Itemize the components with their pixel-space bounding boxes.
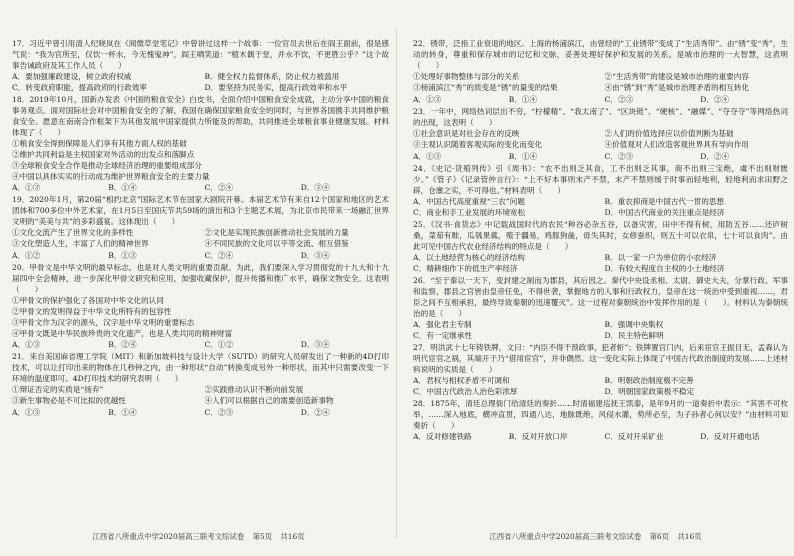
question-stem: 24．《史记·货殖列传》引《周书》：“农不出则乏其食，工不出则乏其事，商不出则三宝绝，虞不出则财匮少。”《管子》《记录管仲言行》：“上不好本事则末产不禁，末产不禁则缓于时事而轻地利，轻地利而求田野之辟，仓廪之实，不可得也。”材料表明（ ） [413, 164, 788, 195]
statement-4: ④由“锈”到“秀”是城市治理矛盾的相互转化 [604, 83, 750, 92]
option-d[interactable]: D．反对开通电话 [700, 432, 760, 441]
question-stem: 17．习近平曾引用清人纪晓岚在《阅微草堂笔记》中曾讲过这样一个故事：一位官员去世后在阎王面前，很是感气说：“我为官所至，仅饮一杯水，今无愧鬼神”，阎王哂笑道：“植木偶于堂，并水不饮，不更胜公乎？”这个故事告诫政府及其工作人员（ ） [12, 39, 389, 70]
option-a[interactable]: A．强化君主专制 [413, 320, 472, 329]
statement-3: ③主观认识随着客观实际的变化而变化 [413, 140, 543, 149]
option-c[interactable]: C．商业和手工业发展的环境宽松 [413, 208, 526, 217]
statement-3: ③全球粮食安全合作是推动全球经济治理的重要组成部分 [12, 161, 202, 170]
statements [12, 384, 389, 406]
statement-3: ③杨浦滨江“秀”的质变是“锈”的量变的结果 [413, 83, 558, 92]
option-b[interactable]: B．①④ [508, 95, 538, 104]
statement-4: ④中国以具体实实的行动成为维护世界粮食安全的主要力量 [12, 172, 210, 181]
option-c[interactable]: C．中国古代政治人治色彩浓厚 [413, 387, 518, 396]
statement-2: ②实践推动认识不断向前发展 [204, 385, 304, 394]
option-a[interactable]: A．反对修建铁路 [413, 432, 472, 441]
option-c[interactable]: C．转变政府职能，提高政府的行政效率 [12, 83, 147, 92]
option-a[interactable]: A．①② [12, 251, 41, 260]
option-d[interactable]: D．②④ [700, 152, 730, 161]
question-18 [12, 94, 389, 193]
option-b[interactable]: B．①④ [508, 152, 538, 161]
option-a[interactable]: A．①③ [413, 152, 442, 161]
statement-4: ④甲骨文既是中华民族珍贵的文化遗产，也是人类共同的精神财富 [12, 329, 233, 338]
question-stem: 21．来自美国麻省理工学院（MIT）和新加坡科技与设计大学（SUTD）的研究人员研发出了一种新的4D打印技术，可以让打印出来的物体在几秒钟之内，由一种形状“自动”转换变成另外一种形状，而其中只需要改变一下环境的温度即可。4D打印技术的研究表明（ ） [12, 352, 389, 383]
option-a[interactable]: A．中国古代高度重视“三农”问题 [413, 197, 525, 206]
option-c[interactable]: C．有一定继承性 [413, 331, 472, 340]
option-a[interactable]: A．君权与相权矛盾不可调和 [413, 376, 510, 385]
question-28 [413, 398, 788, 442]
answer-options [413, 151, 788, 162]
statements [413, 71, 788, 93]
option-d[interactable]: D．中国古代商业的关注重点是经济 [604, 208, 725, 217]
option-c[interactable]: C．②④ [204, 183, 234, 192]
question-stem: 18．2019年10月，国新办发表《中国的粮食安全》白皮书，全面介绍中国粮食安全成就，主动分享中国的粮食事务观点。面对国际社会对中国粮食安全的了解，我国在确保国家粮食安全的同时，与世界各国携手共同维护粮食安全。愿意在南南合作框架下为其他发展中国家提供力所能及的帮助，共同推进全球粮食事业健康发展。材料体现了（ ） [12, 95, 389, 137]
question-stem: 25．《汉书·食货志》中记载战国时代的农民“种谷必杂五谷，以备灾害，田中不得有树，用防五谷……还庐树桑，菜茹有畦，瓜瓠果蓏，殖于疆易，鸡豚狗彘，毋失其时，女修蚕织，则五十可以衣帛，七十可以食肉”。由此可见中国古代农业经济结构的特点是（ ） [413, 220, 788, 251]
option-c[interactable]: C．②③ [604, 152, 634, 161]
question-stem: 23．一年中，网络热词层出不穷，“柠檬精”、“我太南了”、“区块链”、“硬核”、“融媒”、“夺夺夺”等网络热词的出现，这表明（ ） [413, 107, 788, 127]
question-24 [413, 163, 788, 218]
option-b[interactable]: B．强调中央集权 [604, 320, 664, 329]
option-a[interactable]: A．①③ [413, 95, 442, 104]
statement-1: ①社会意识是对社会存在的反映 [413, 129, 520, 138]
question-stem: 27．明洪武十七年铸铁牌，文曰：“内臣不得干预政事，犯者斩”；铁牌置宫门内，后来宦官王振目无，孟森认为明代宦官之祸，其端开于乃“借用宦官”，并非偶然。这一变化实际上体现了中国古代政治制度的发展……上述材料说明的实质是（ ） [413, 343, 788, 374]
option-b[interactable]: B．重农抑商是中国古代一贯的思想 [604, 197, 724, 206]
statement-1: ①处理好事物整体与部分的关系 [413, 72, 520, 81]
statement-1: ①文化交流产生了世界文化的多样性 [12, 228, 134, 237]
option-b[interactable]: B．健全权力监督体系，防止权力被滥用 [204, 72, 340, 81]
statement-1: ①粮食安全得到保障是人们享有其他方面人权的基础 [12, 139, 187, 148]
answer-options [12, 339, 389, 350]
statement-4: ④价值观对人们改造客观世界具有导向作用 [604, 140, 749, 149]
answer-options [12, 182, 389, 193]
option-b[interactable]: B．①③ [108, 251, 137, 260]
option-d[interactable]: D．②④ [700, 95, 730, 104]
option-d[interactable]: D．③④ [300, 340, 330, 349]
statement-2: ②“生活秀带”的建设是城市治理的重要内容 [604, 72, 749, 81]
answer-options [413, 375, 788, 397]
statement-4: ④不同民族的文化可以平等交流、相互借鉴 [204, 239, 349, 248]
answer-options [413, 94, 788, 105]
question-27 [413, 342, 788, 397]
statement-2: ②人们的价值选择应以价值判断为基础 [604, 129, 734, 138]
option-a[interactable]: A．要加强廉政建设，树立政府权威 [12, 72, 132, 81]
option-d[interactable]: D．明朝国家政策极不稳定 [604, 387, 695, 396]
statements [12, 227, 389, 249]
statement-1: ①辩证否定的实质是“扬弃” [12, 385, 104, 394]
option-d[interactable]: D．③④ [300, 251, 330, 260]
option-d[interactable]: D．要坚持为民务实，提高行政效率和水平 [204, 83, 348, 92]
option-d[interactable]: D．③④ [300, 183, 330, 192]
option-b[interactable]: B．①④ [108, 183, 137, 192]
answer-options [12, 250, 389, 261]
option-c[interactable]: C．①② [204, 340, 234, 349]
answer-options [413, 319, 788, 341]
option-b[interactable]: B．明朝政治制度极不完善 [604, 376, 694, 385]
question-23 [413, 106, 788, 162]
answer-options [12, 407, 389, 418]
statement-4: ④人们可以根据自己的需要创造新事物 [204, 396, 334, 405]
question-22 [413, 38, 788, 105]
option-b[interactable]: B．②④ [108, 340, 137, 349]
answer-options [413, 431, 788, 442]
question-stem: 20．甲骨文是中华文明的最早标志，也是对人类文明的重要贡献。为此，我们要深入学习贯彻党的十九大和十九届四中全会精神，进一步深化甲骨文研究和应用，加强收藏保护，提升传播和推广水平，确保文物安全。这表明（ ） [12, 263, 389, 294]
statement-3: ③文化塑造人生，丰富了人们的精神世界 [12, 239, 149, 248]
statement-3: ③甲骨文作为汉字的源头，汉字是中华文明的重要标志 [12, 318, 195, 327]
option-a[interactable]: A．①③ [12, 408, 41, 417]
answer-options [413, 196, 788, 218]
option-c[interactable]: C．②③ [204, 408, 234, 417]
option-c[interactable]: C．②④ [204, 251, 234, 260]
question-17 [12, 38, 389, 93]
option-b[interactable]: B．以一家一户为单位的小农经济 [604, 253, 717, 262]
statements [413, 128, 788, 150]
exam-page-right [397, 0, 794, 556]
question-stem: 19．2020年1月，第20届“相约北京”国际艺术节在国家大剧院开幕。本届艺术节有来自12个国家和地区的艺术团体和700多位中外艺术家，在1月5日至国庆节共59场的演出和3个主题艺术展，为北京市民带来一场融汇世界文明的“美美与共”的多彩盛宴。这体现出（ ） [12, 195, 389, 226]
option-d[interactable]: D．②④ [300, 408, 330, 417]
option-a[interactable]: A．①③ [12, 340, 41, 349]
question-25 [413, 219, 788, 274]
page-footer: 江西省八所重点中学2020届高三联考文综试卷 第6页 共16页 [489, 532, 702, 541]
answer-options [413, 252, 788, 274]
option-d[interactable]: D．民主特色鲜明 [604, 331, 664, 340]
statement-2: ②维护共同利益是主权国家对外活动的出发点和落脚点 [12, 150, 195, 159]
option-a[interactable]: A．以土地经营为核心的经济结构 [413, 253, 525, 262]
question-26 [413, 275, 788, 341]
question-stem: 22．锈带，泛指工业衰退的地区。上海的杨浦滨江，由曾经的“工业锈带”变成了“生活秀带”。由“锈”变“秀”，生动的转身，尊重和保存城市的记忆和文脉，妥善处理好保护和发展的关系。是城市治理的一大智慧，这表明（ ） [413, 39, 788, 70]
answer-options [12, 71, 389, 93]
question-19 [12, 194, 389, 261]
question-stem: 28．1875年，清廷总理衙门给清廷的奏折……时清福建巡抚王凯泰，是年9月的一道奏折中表示：“其害不可枚举，……深入地底，横冲直贯，四通八达，地脉既绝，风侵水灌，势所必至，为子孙者心何以安？”由材料可知奏折（ ） [413, 399, 788, 430]
option-d[interactable]: D．有较大程度自主权的小土地经济 [604, 264, 725, 273]
option-a[interactable]: A．①③ [12, 183, 41, 192]
option-c[interactable]: C．反对开采矿业 [604, 432, 664, 441]
question-21 [12, 351, 389, 418]
statement-2: ②甲骨文的发明得益于中华文化所特有的包容性 [12, 307, 172, 316]
statement-3: ③新生事物必是不可比拟的优越性 [12, 396, 126, 405]
question-20 [12, 262, 389, 350]
statement-1: ①甲骨文的保护强化了各国对中华文化的认同 [12, 296, 164, 305]
question-stem: 26．“至于秦以一天下，变封建之制而为郡县，其后因之。秦代中央设丞相、太尉、御史大夫，分掌行政、军事和监察，郡县之官皆由皇帝任免，不得世袭，掌握地方的人事和行政权力，皇帝在这一统治中受到重视……，君臣之间不互相承担，最终导致秦朝的迅速覆灭”。这一过程对秦朝统治中发挥作用的是（ ）。材料认为秦朝统治的是（ ） [413, 276, 788, 318]
option-b[interactable]: B．①④ [108, 408, 137, 417]
option-b[interactable]: B．反对开放口岸 [508, 432, 568, 441]
option-c[interactable]: C．精耕细作下的低生产率经济 [413, 264, 518, 273]
page-footer: 江西省八所重点中学2020届高三联考文综试卷 第5页 共16页 [92, 532, 305, 541]
option-c[interactable]: C．②③ [604, 95, 634, 104]
statement-2: ②文化是实现民族创新推动社会发展的力量 [204, 228, 349, 237]
